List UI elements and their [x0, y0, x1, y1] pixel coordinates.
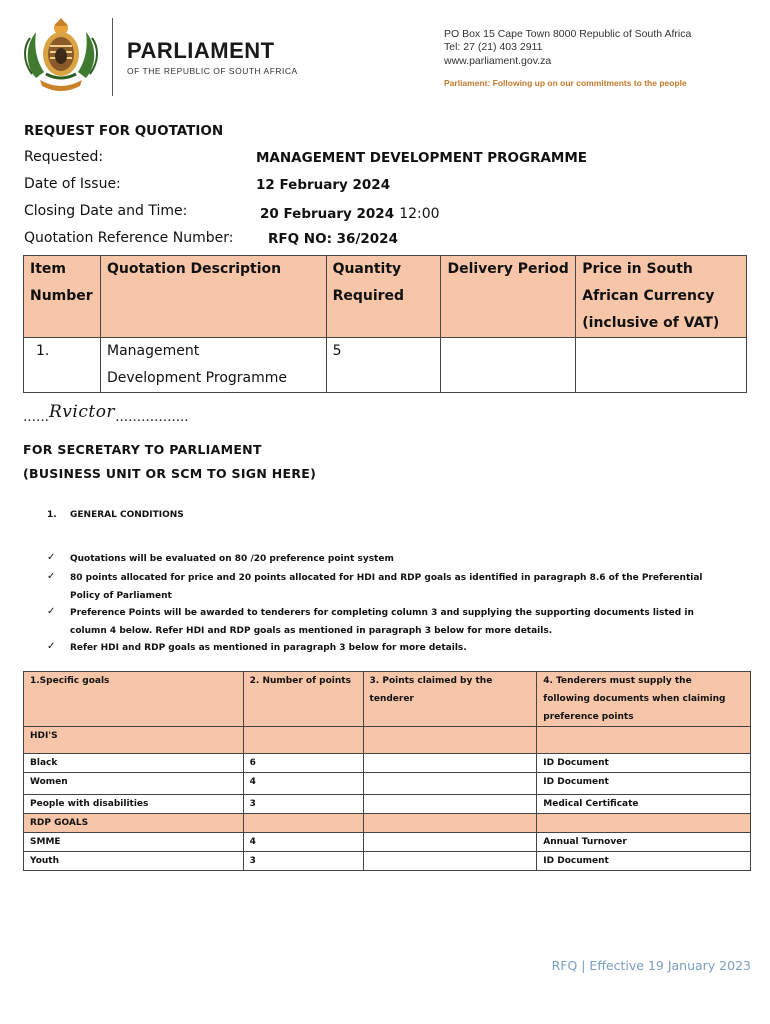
goals-header-documents: 4. Tenderers must supply the following documents when claiming preference points: [537, 672, 751, 727]
signature-line: ……Rvictor……………..: [23, 402, 189, 425]
tagline: Parliament: Following up on our commitments to the people: [444, 78, 687, 88]
closing-date-label: Closing Date and Time:: [24, 203, 188, 219]
reference-label: Quotation Reference Number:: [24, 230, 234, 246]
telephone: Tel: 27 (21) 403 2911: [444, 41, 543, 53]
goal-points: 3: [243, 795, 363, 814]
goal-points-claimed[interactable]: [363, 773, 537, 795]
goal-name: People with disabilities: [24, 795, 244, 814]
check-icon: ✓: [47, 606, 56, 617]
brand-title: PARLIAMENT: [127, 38, 275, 63]
goal-points-claimed[interactable]: [363, 852, 537, 871]
reference-value: RFQ NO: 36/2024: [268, 231, 398, 247]
requested-value: MANAGEMENT DEVELOPMENT PROGRAMME: [256, 150, 588, 166]
goals-section-row: [24, 814, 751, 833]
goals-row: [24, 833, 751, 852]
check-icon: ✓: [47, 571, 56, 582]
goal-points-claimed[interactable]: [363, 795, 537, 814]
goal-name: Women: [24, 773, 244, 795]
goals-header-row: [24, 672, 751, 727]
goals-section-row: [24, 727, 751, 754]
row-delivery-period[interactable]: [441, 338, 576, 393]
condition-item-2: 80 points allocated for price and 20 points allocated for HDI and RDP goals as identified in paragraph 8.6 of the Preferential Policy of Parliament: [70, 573, 703, 601]
signature-script: Rvictor: [49, 402, 116, 422]
section-label: RDP GOALS: [24, 814, 244, 833]
goal-name: Youth: [24, 852, 244, 871]
goal-points: 4: [243, 833, 363, 852]
header-quantity-required: Quantity Required: [326, 256, 441, 338]
goal-document: ID Document: [537, 852, 751, 871]
issue-date-label: Date of Issue:: [24, 176, 121, 192]
row-description: Management Development Programme: [100, 338, 326, 393]
goals-row: [24, 852, 751, 871]
goal-points: 6: [243, 754, 363, 773]
header-price: Price in South African Currency (inclusive of VAT): [576, 256, 747, 338]
goal-name: SMME: [24, 833, 244, 852]
website-link[interactable]: www.parliament.gov.za: [444, 55, 552, 67]
goals-row: [24, 754, 751, 773]
postal-address: PO Box 15 Cape Town 8000 Republic of South Africa: [444, 28, 692, 40]
conditions-heading: GENERAL CONDITIONS: [70, 510, 184, 520]
brand-subtitle: OF THE REPUBLIC OF SOUTH AFRICA: [127, 66, 298, 76]
goal-document: Annual Turnover: [537, 833, 751, 852]
goal-points-claimed[interactable]: [363, 833, 537, 852]
closing-time-value: 12:00: [399, 206, 440, 222]
quotation-table: [23, 255, 747, 393]
goal-points: 3: [243, 852, 363, 871]
row-quantity: 5: [326, 338, 441, 393]
goal-points: 4: [243, 773, 363, 795]
parliament-coat-of-arms-logo: [22, 16, 100, 96]
doc-title: REQUEST FOR QUOTATION: [24, 123, 224, 139]
goal-document: ID Document: [537, 773, 751, 795]
header-item-number: Item Number: [24, 256, 101, 338]
goals-header-points-claimed: 3. Points claimed by the tenderer: [363, 672, 537, 727]
goal-points-claimed[interactable]: [363, 754, 537, 773]
specific-goals-table: [23, 671, 751, 871]
quotation-row: [24, 338, 747, 393]
conditions-number: 1.: [47, 510, 57, 520]
goals-row: [24, 773, 751, 795]
check-icon: ✓: [47, 641, 56, 652]
goal-document: Medical Certificate: [537, 795, 751, 814]
goals-header-number-of-points: 2. Number of points: [243, 672, 363, 727]
quotation-header-row: [24, 256, 747, 338]
condition-item-4: Refer HDI and RDP goals as mentioned in paragraph 3 below for more details.: [70, 643, 467, 653]
goals-header-specific-goals: 1.Specific goals: [24, 672, 244, 727]
condition-item-1: Quotations will be evaluated on 80 /20 preference point system: [70, 554, 394, 564]
goals-row: [24, 795, 751, 814]
goal-name: Black: [24, 754, 244, 773]
goal-document: ID Document: [537, 754, 751, 773]
closing-date-value: 20 February 2024: [260, 206, 395, 222]
header-delivery-period: Delivery Period: [441, 256, 576, 338]
condition-item-3: Preference Points will be awarded to tenderers for completing column 3 and supplying the supporting documents listed in column 4 below. Refer HDI and RDP goals as mentioned in paragraph 3 below for more details.: [70, 608, 694, 636]
check-icon: ✓: [47, 552, 56, 563]
row-price[interactable]: [576, 338, 747, 393]
requested-label: Requested:: [24, 149, 104, 165]
row-item-number: 1.: [24, 338, 101, 393]
header-divider: [112, 18, 113, 96]
signatory-instruction: (BUSINESS UNIT OR SCM TO SIGN HERE): [23, 466, 317, 481]
signatory-title: FOR SECRETARY TO PARLIAMENT: [23, 442, 262, 457]
header-quotation-description: Quotation Description: [100, 256, 326, 338]
page-footer: RFQ | Effective 19 January 2023: [551, 958, 751, 973]
issue-date-value: 12 February 2024: [256, 177, 391, 193]
section-label: HDI'S: [24, 727, 244, 754]
